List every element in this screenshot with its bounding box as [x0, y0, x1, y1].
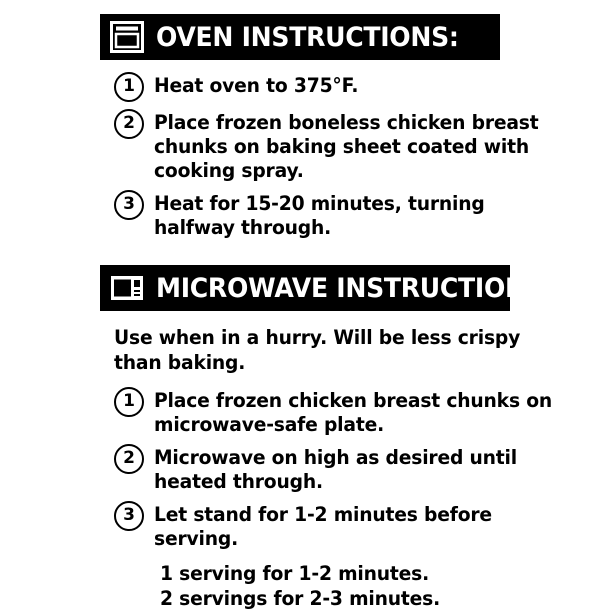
microwave-section-title: MICROWAVE INSTRUCTIONS: — [156, 272, 554, 304]
list-item — [18, 387, 582, 437]
step-number: 1 — [114, 72, 144, 102]
list-item — [18, 501, 582, 551]
oven-section-header — [100, 14, 500, 60]
step-text: Place frozen chicken breast chunks on microwave-safe plate. — [154, 389, 553, 436]
step-text: Heat for 15-20 minutes, turning halfway through. — [154, 192, 485, 239]
oven-icon — [110, 20, 144, 54]
serving-note: 1 serving for 1-2 minutes. — [160, 562, 430, 585]
list-item — [18, 109, 582, 183]
oven-section-title: OVEN INSTRUCTIONS: — [156, 21, 459, 53]
microwave-intro-text: Use when in a hurry. Will be less crispy than baking. — [114, 326, 521, 374]
oven-steps — [18, 72, 582, 240]
microwave-section — [18, 265, 582, 611]
step-text: Place frozen boneless chicken breast chunks on baking sheet coated with cooking spray. — [154, 111, 539, 182]
step-number: 2 — [114, 109, 144, 139]
oven-section — [18, 14, 582, 240]
step-number: 1 — [114, 387, 144, 417]
step-number: 2 — [114, 444, 144, 474]
step-number: 3 — [114, 190, 144, 220]
section-divider-gap — [18, 247, 582, 265]
list-item — [18, 190, 582, 240]
serving-note: 2 servings for 2-3 minutes. — [160, 587, 441, 610]
microwave-steps — [18, 387, 582, 551]
step-text: Microwave on high as desired until heated through. — [154, 446, 517, 493]
list-item — [18, 72, 582, 102]
step-text: Heat oven to 375°F. — [154, 74, 359, 97]
microwave-section-header — [100, 265, 554, 311]
step-number: 3 — [114, 501, 144, 531]
list-item — [18, 444, 582, 494]
step-text: Let stand for 1-2 minutes before serving. — [154, 503, 492, 550]
serving-notes — [160, 561, 582, 611]
microwave-icon — [110, 271, 144, 305]
